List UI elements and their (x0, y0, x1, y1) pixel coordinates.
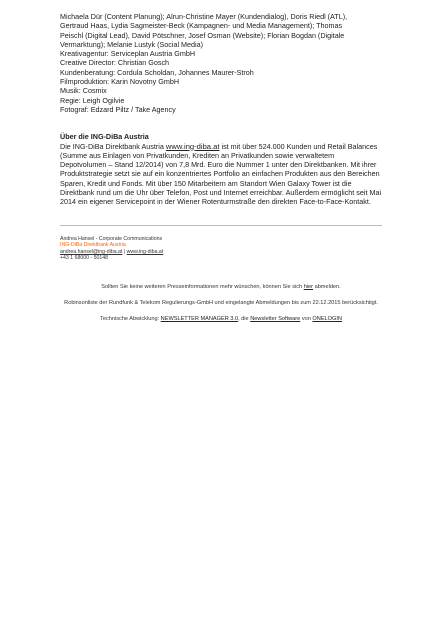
robinson-note: Robinsonliste der Rundfunk & Telekom Regulierungs-GmbH und eingelangte Abmeldungen bis zum 22.12.2015 berücksichtigt. (64, 300, 378, 307)
contact-phone: +43 1 68000 - 50148 (60, 255, 109, 262)
contact-website-link[interactable]: www.ing-diba.at (126, 248, 164, 255)
credits-line: Kundenberatung: Cordula Scholdan, Johannes Maurer-Stroh (60, 67, 254, 77)
website-link[interactable]: www.ing-diba.at (165, 141, 220, 151)
unsubscribe-note (60, 284, 382, 291)
contact-company: ING-DiBa Direktbank Austria (60, 242, 126, 249)
contact-separator: | (122, 248, 127, 255)
credits-line: Creative Director: Christian Gosch (60, 58, 170, 68)
newsletter-manager-link[interactable]: NEWSLETTER MANAGER 3.0 (160, 316, 239, 323)
credits-line: Vermarktung); Melanie Lustyk (Social Media) (60, 39, 204, 49)
credits-line: Fotograf: Edzard Piltz / Take Agency (60, 104, 176, 114)
credits-block (60, 12, 382, 114)
contact-name: Andrea Hansel - Corporate Communications (60, 235, 163, 242)
tech-note (60, 316, 382, 323)
credits-line: Filmproduktion: Karin Novotny GmbH (60, 77, 180, 87)
unsubscribe-text: Sollten Sie keine weiteren Presseinformationen mehr wünschen, können Sie sich (101, 284, 304, 291)
about-text-rest: ist mit über 524.000 Kunden und Retail Balances (Summe aus Einlagen von Privatkunden, Krediten an Privatkunden sowie verwaltetem Depotvolumen – Stand 12/2014) von 7,8 Mrd. Euro die Nummer 1 unter den Direktbanken. Mit ihrer Produktstrategie setzt sie auf ein konzentriertes Portfolio an einfachen Produkten aus den Bereichen Sparen, Kredit und Fonds. Mit über 150 Mitarbeitern am Standort Wien Galaxy Tower ist die Direktbank rund um die Uhr über Telefon, Post und Internet erreichbar. Außerdem ermöglicht seit Mai 2014 ein eigener Servicepoint in der Wiener Rotenturmstraße den direkten Face-to-Face-Kontakt. (60, 141, 382, 207)
about-paragraph (60, 142, 382, 207)
divider (60, 225, 382, 226)
about-heading: Über die ING-DiBa Austria (60, 132, 149, 142)
unsubscribe-text-end: abmelden. (313, 284, 341, 291)
press-release-page (60, 12, 382, 332)
tech-text-von: von (300, 316, 313, 323)
contact-block (60, 236, 382, 262)
newsletter-software-link[interactable]: Newsletter Software (250, 316, 301, 323)
credits-line: Gertraud Haas, Lydia Sagmeister-Beck (Kampagnen- und Media Management); Thomas (60, 21, 343, 31)
onelogin-link[interactable]: ONELOGIN (312, 316, 342, 323)
about-text-start: Die ING-DiBa Direktbank Austria (60, 141, 166, 151)
credits-line: Regie: Leigh Ogilvie (60, 95, 125, 105)
tech-text: Technische Abwicklung: (100, 316, 161, 323)
about-section (60, 132, 382, 206)
credits-line: Michaela Dür (Content Planung); Alrun-Christine Mayer (Kundendialog), Doris Riedl (ATL), (60, 12, 348, 21)
credits-line: Musik: Cosmix (60, 86, 107, 96)
unsubscribe-link[interactable]: hier (303, 284, 314, 291)
contact-email-link[interactable]: andrea.hansel@ing-diba.at (60, 248, 123, 255)
contact-links (60, 249, 382, 256)
credits-line: Kreativagentur: Serviceplan Austria GmbH (60, 49, 196, 59)
credits-line: Peischl (Digital Lead), David Pötschner, Josef Osman (Website); Florian Bogdan (Digitale (60, 30, 345, 40)
newsletter-footer (60, 284, 382, 323)
tech-text-middle: , die (238, 316, 251, 323)
